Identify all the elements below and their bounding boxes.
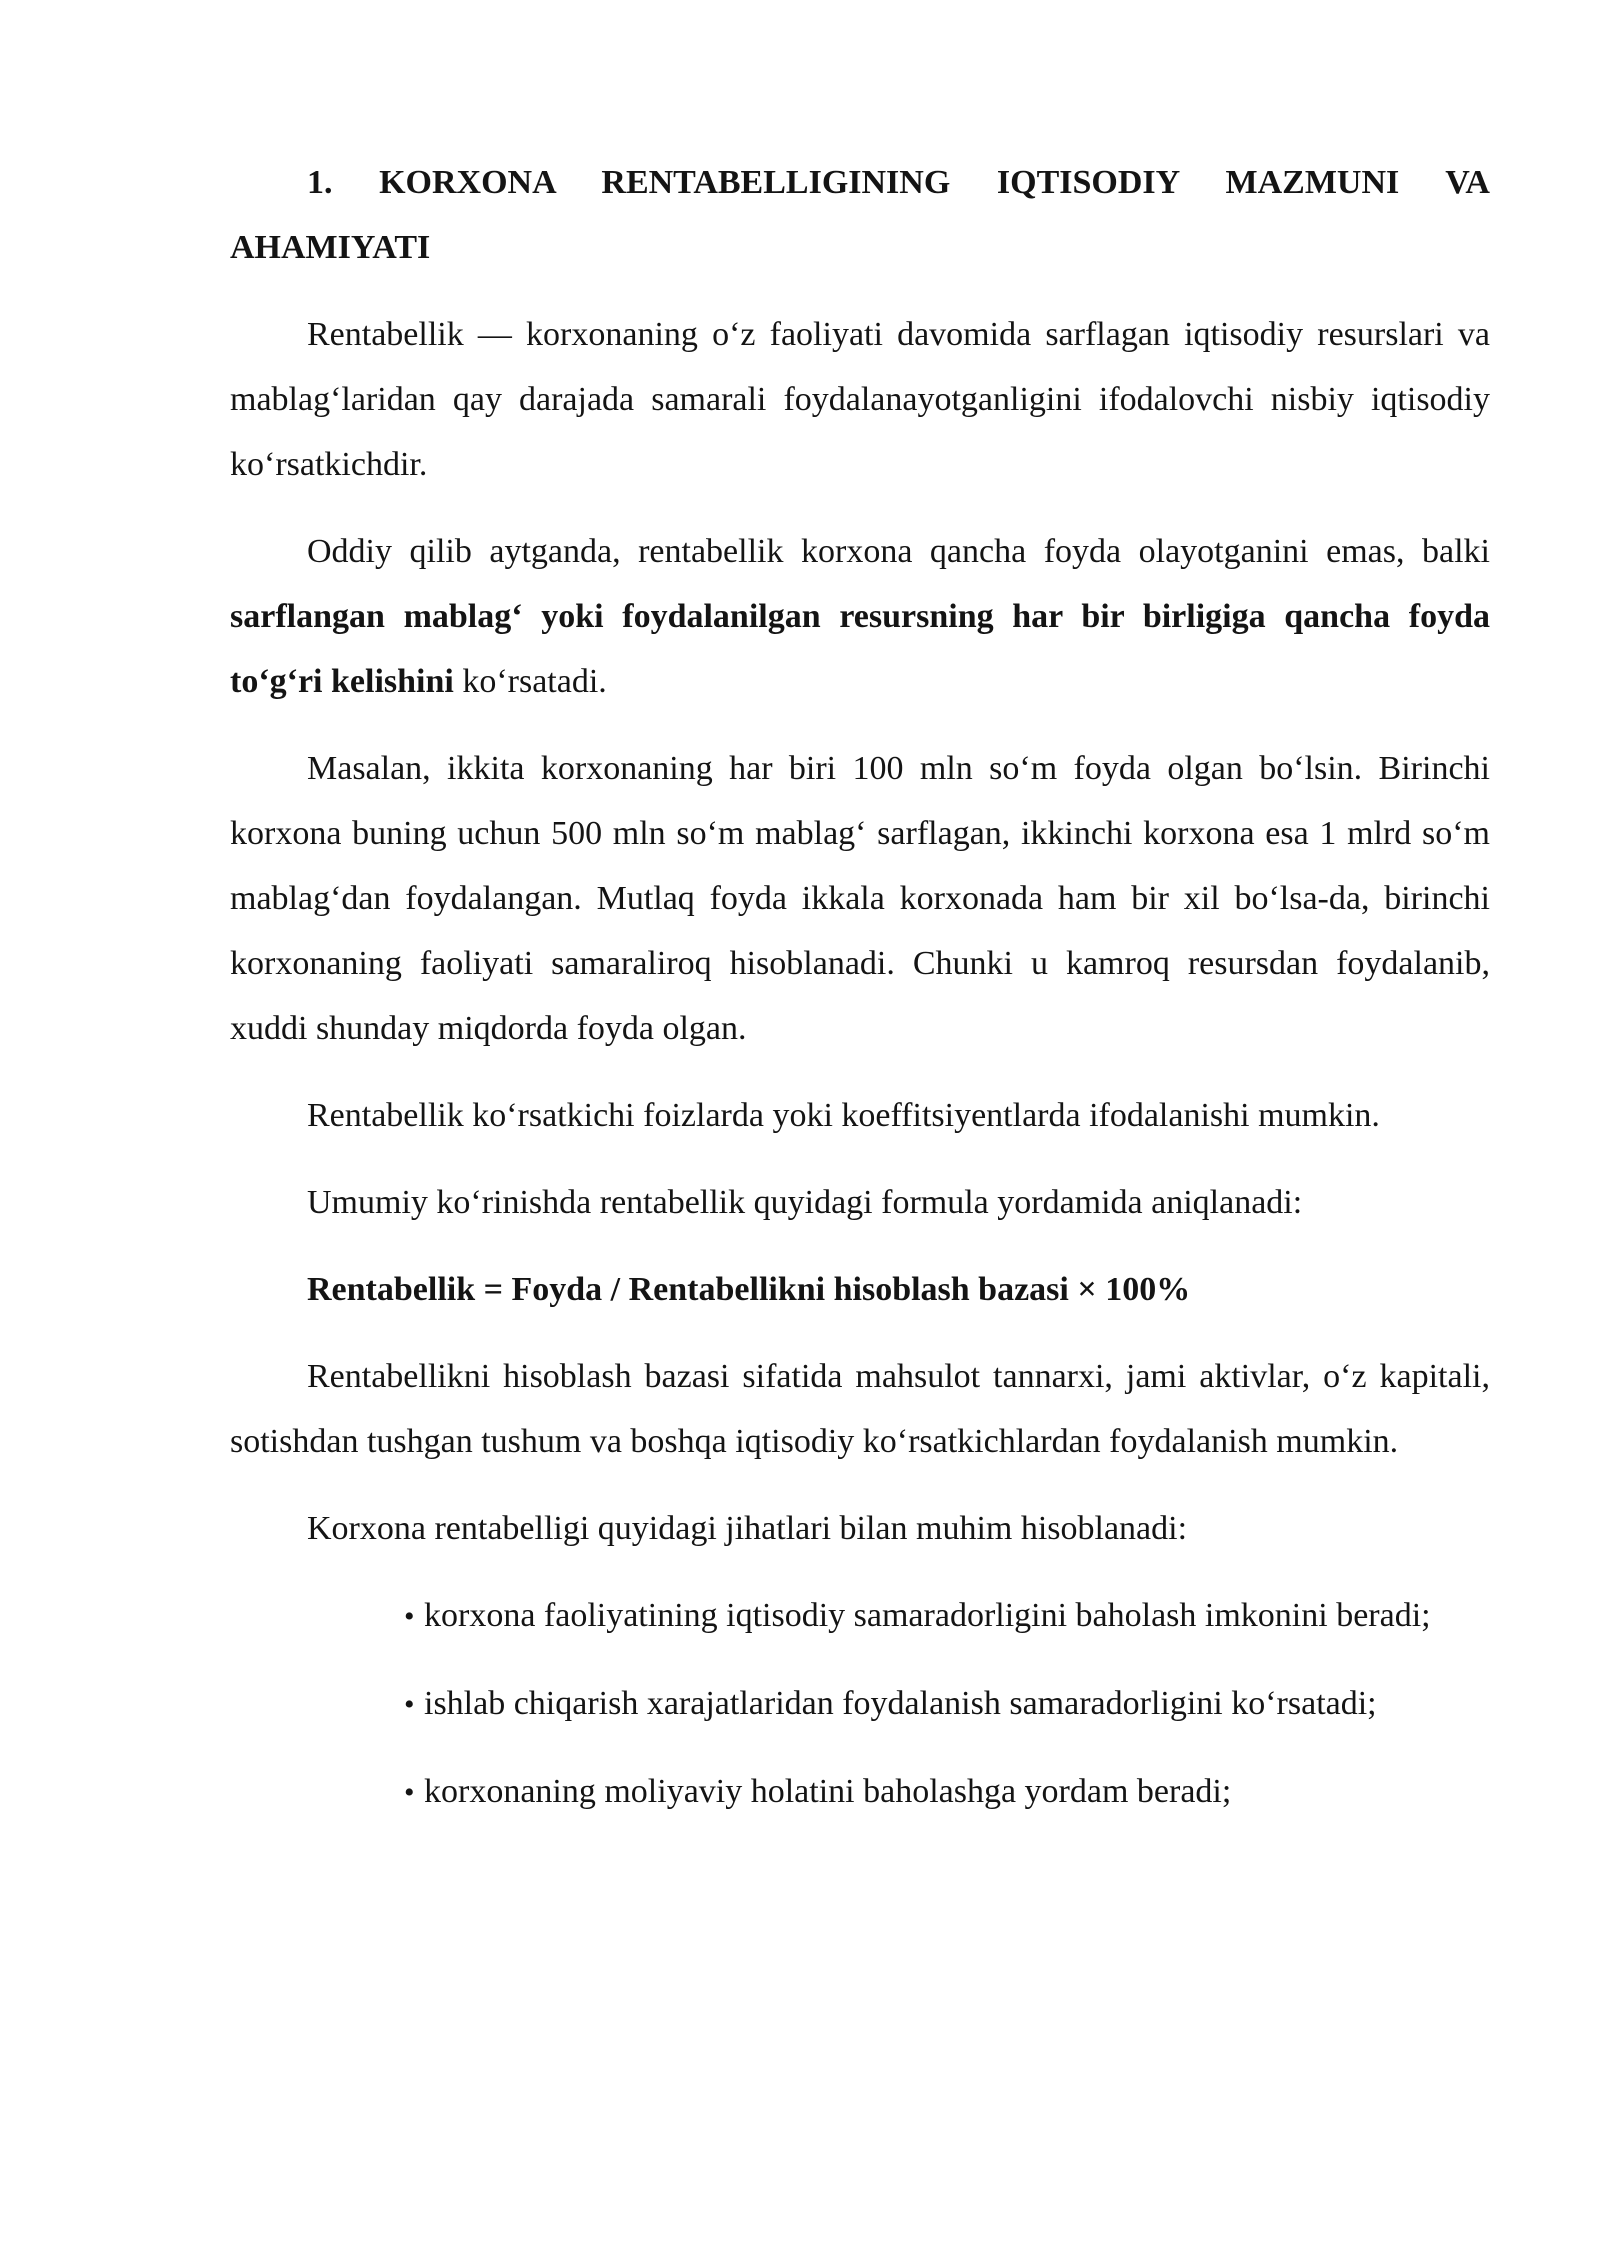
list-item [327, 1759, 1490, 1825]
paragraph-explanation-emphasis: sarflangan mablag‘ yoki foydalanilgan resursning har bir birligiga qancha foyda to‘g‘ri kelishini [230, 598, 1490, 700]
paragraph-formula-intro: Umumiy ko‘rinishda rentabellik quyidagi formula yordamida aniqlanadi: [307, 1184, 1303, 1221]
paragraph-explanation-end: ko‘rsatadi. [453, 663, 607, 700]
paragraph-explanation-start: Oddiy qilib aytganda, rentabellik korxona qancha foyda olayotganini emas, balki [307, 533, 1490, 570]
list-item-text: korxona faoliyatining iqtisodiy samaradorligini baholash imkonini beradi; [424, 1597, 1431, 1634]
list-item [327, 1671, 1490, 1737]
importance-list [230, 1583, 1490, 1825]
paragraph-explanation [230, 519, 1490, 714]
list-item-text: korxonaning moliyaviy holatini baholashga yordam beradi; [424, 1773, 1232, 1810]
paragraph-base: Rentabellikni hisoblash bazasi sifatida mahsulot tannarxi, jami aktivlar, o‘z kapitali, sotishdan tushgan tushum va boshqa iqtisodiy ko‘rsatkichlardan foydalanish mumkin. [230, 1358, 1490, 1460]
paragraph-example: Masalan, ikkita korxonaning har biri 100 mln so‘m foyda olgan bo‘lsin. Birinchi korxona buning uchun 500 mln so‘m mablag‘ sarflagan, ikkinchi korxona esa 1 mlrd so‘m mablag‘dan foydalangan. Mutlaq foyda ikkala korxonada ham bir xil bo‘lsa-da, birinchi korxonaning faoliyati samaraliroq hisoblanadi. Chunki u kamroq resursdan foydalanib, xuddi shunday miqdorda foyda olgan. [230, 750, 1490, 1047]
bullet-icon: • [404, 1688, 415, 1721]
document-page [230, 150, 1490, 1847]
list-item-text: ishlab chiqarish xarajatlaridan foydalanish samaradorligini ko‘rsatadi; [424, 1685, 1377, 1722]
bullet-icon: • [404, 1600, 415, 1633]
paragraph-importance: Korxona rentabelligi quyidagi jihatlari bilan muhim hisoblanadi: [307, 1510, 1188, 1547]
formula: Rentabellik = Foyda / Rentabellikni hisoblash bazasi × 100% [307, 1271, 1191, 1308]
paragraph-units: Rentabellik ko‘rsatkichi foizlarda yoki koeffitsiyentlarda ifodalanishi mumkin. [307, 1097, 1380, 1134]
section-heading: 1. KORXONA RENTABELLIGINING IQTISODIY MAZMUNI VA AHAMIYATI [230, 164, 1490, 266]
list-item [327, 1583, 1490, 1649]
paragraph-definition: Rentabellik — korxonaning o‘z faoliyati davomida sarflagan iqtisodiy resurslari va mablag‘laridan qay darajada samarali foydalanayotganligini ifodalovchi nisbiy iqtisodiy ko‘rsatkichdir. [230, 316, 1490, 483]
bullet-icon: • [404, 1776, 415, 1809]
